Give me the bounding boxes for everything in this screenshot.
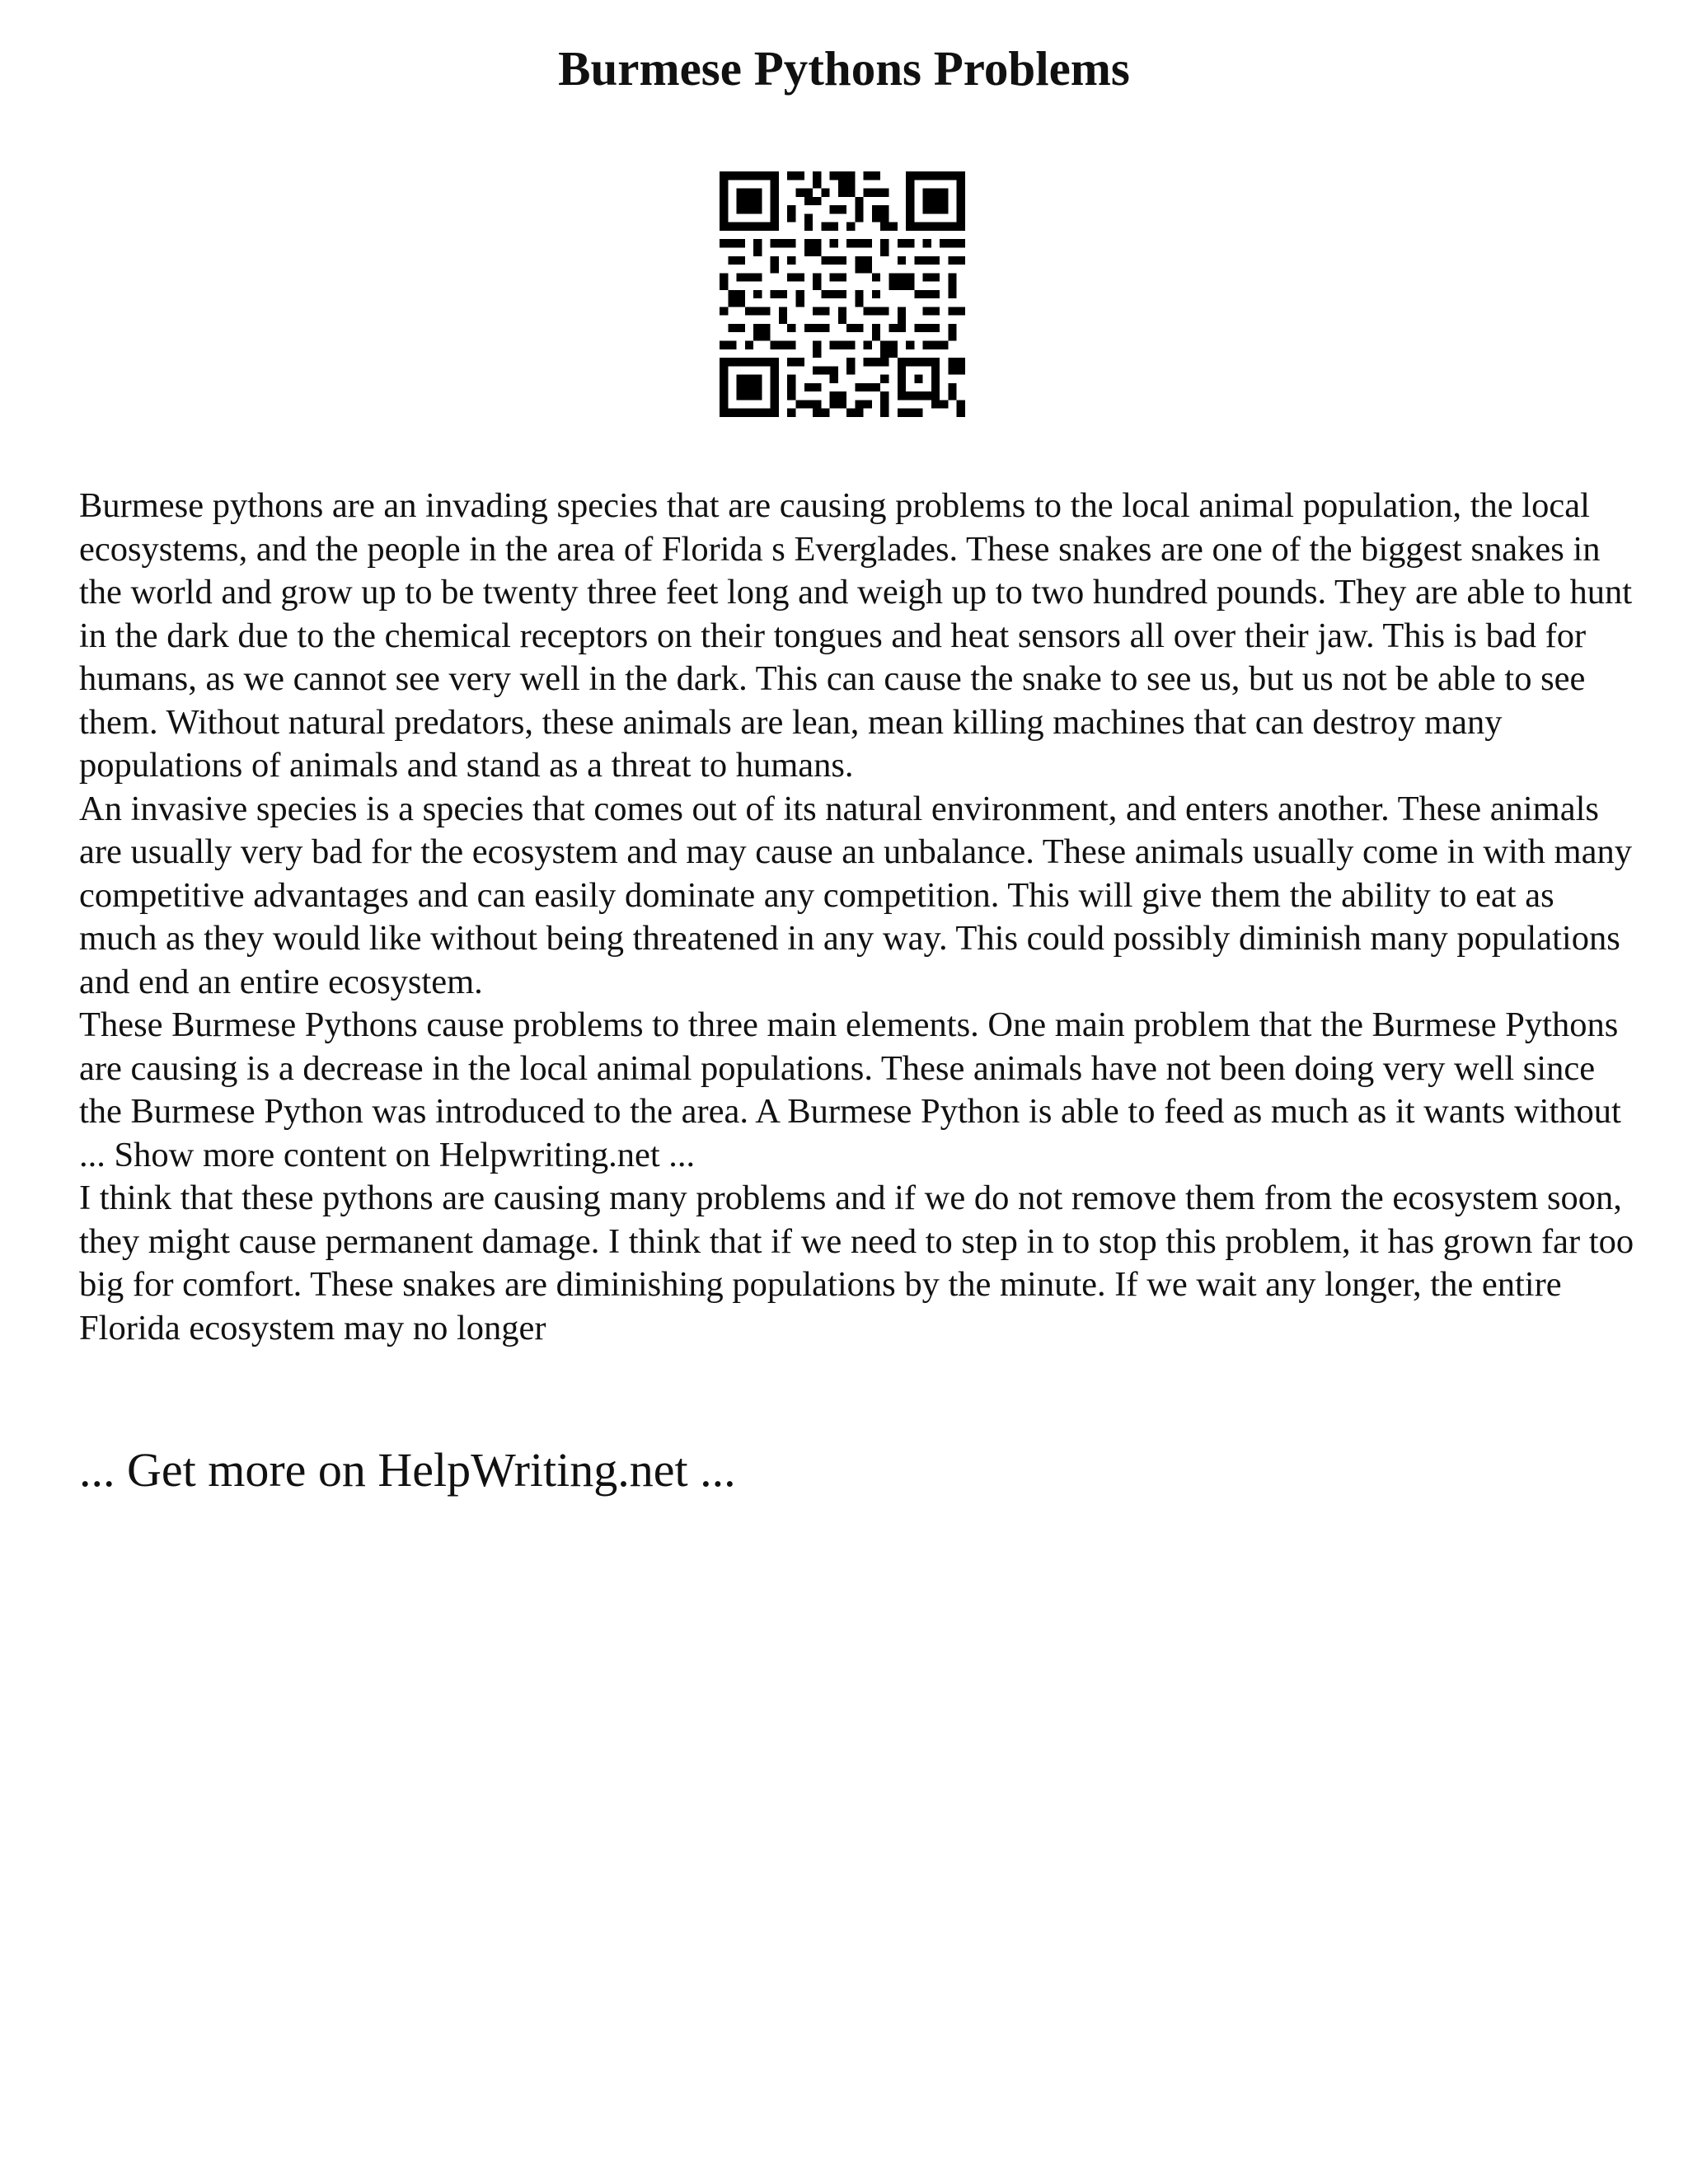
paragraph-2: An invasive species is a species that comes out of its natural environment, and enters another. These animals are usually very bad for the ecosystem and may cause an unbalance. These animals usually come in with many competitive advantages and can easily dominate any competition. This will give them the ability to eat as much as they would like without being threatened in any way. This could possibly diminish many populations and end an entire ecosystem. xyxy=(79,789,1632,1001)
paragraph-3: These Burmese Pythons cause problems to three main elements. One main problem that the Burmese Pythons are causing is a decrease in the local animal populations. These animals have not been doing very well since the Burmese Python was introduced to the area. A Burmese Python is able to feed as much as it wants without ... Show more content on Helpwriting.net ... xyxy=(79,1005,1621,1174)
paragraph-1: Burmese pythons are an invading species that are causing problems to the local animal population, the local ecosystems, and the people in the area of Florida s Everglades. These snakes are one of the biggest snakes in the world and grow up to be twenty three feet long and weigh up to two hundred pounds. They are able to hunt in the dark due to the chemical receptors on their tongues and heat sensors all over their jaw. This is bad for humans, as we cannot see very well in the dark. This can cause the snake to see us, but us not be able to see them. Without natural predators, these animals are lean, mean killing machines that can destroy many populations of animals and stand as a threat to humans. xyxy=(79,486,1633,785)
page-title: Burmese Pythons Problems xyxy=(558,41,1130,96)
article-body xyxy=(79,485,1637,1350)
get-more-link[interactable]: ... Get more on HelpWriting.net ... xyxy=(79,1443,736,1497)
qr-code-icon[interactable] xyxy=(720,171,965,417)
paragraph-4: I think that these pythons are causing many problems and if we do not remove them from the ecosystem soon, they might cause permanent damage. I think that if we need to step in to stop this problem, it has grown far too big for comfort. These snakes are diminishing populations by the minute. If we wait any longer, the entire Florida ecosystem may no longer xyxy=(79,1179,1634,1347)
